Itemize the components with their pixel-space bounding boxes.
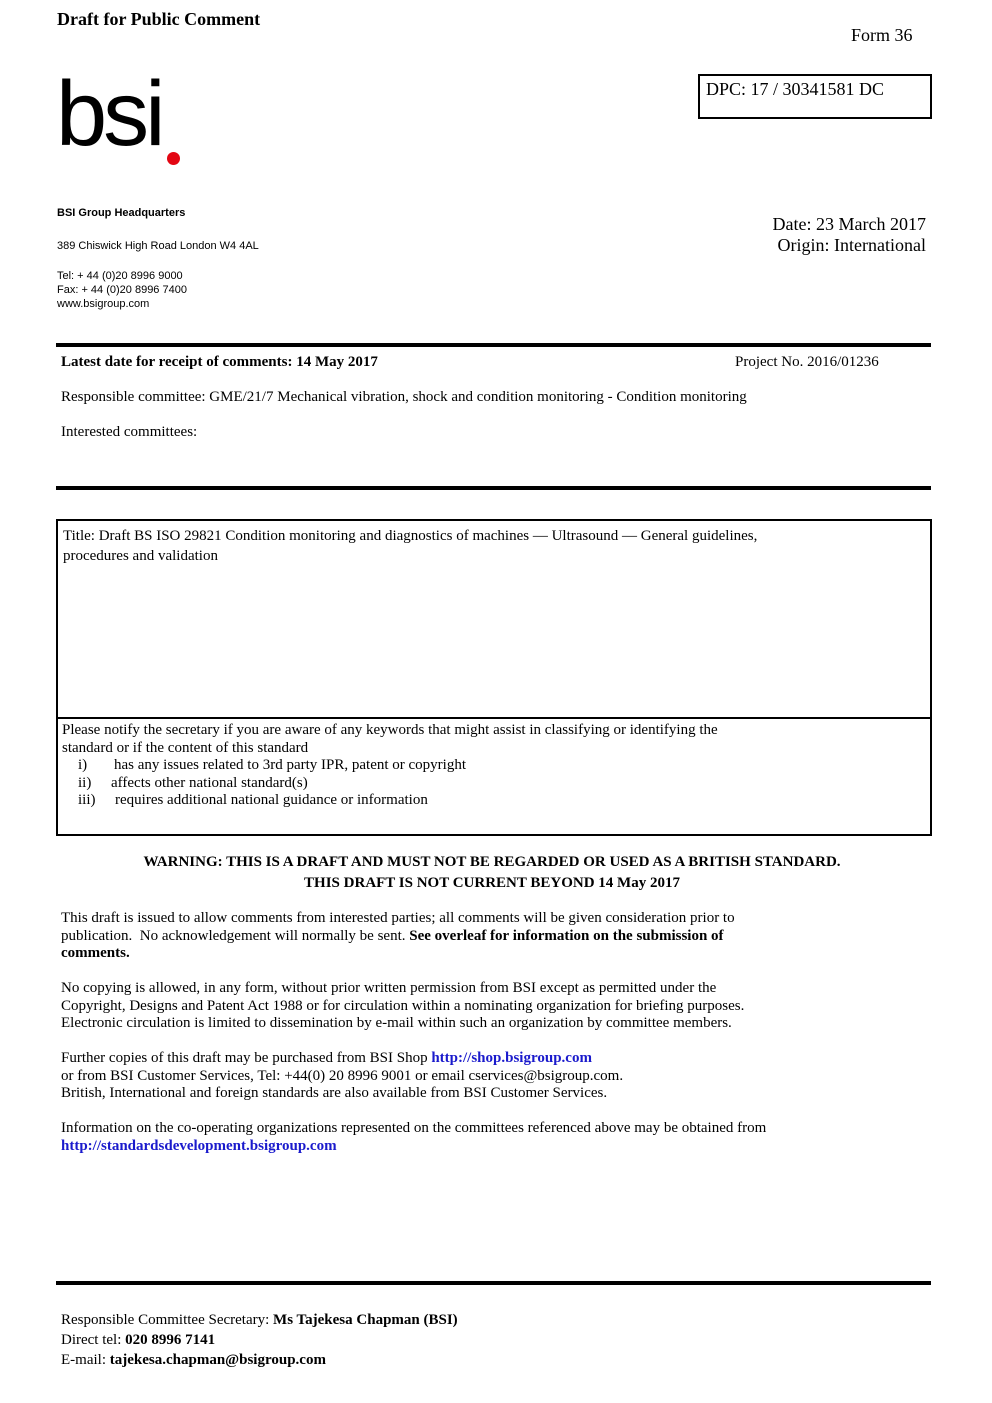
hq-contact: [57, 269, 187, 311]
dpc-reference: DPC: 17 / 30341581 DC: [706, 79, 885, 99]
hq-name: BSI Group Headquarters: [57, 207, 186, 219]
para-comments: This draft is issued to allow comments from interested parties; all comments will be given consideration prior to publication. No acknowledgement will normally be sent. See overleaf for information on the submission of comments.: [61, 910, 735, 961]
doc-meta: [773, 214, 926, 256]
hq-web: www.bsigroup.com: [57, 298, 150, 310]
secretary-tel: 020 8996 7141: [125, 1332, 216, 1348]
form-number: Form 36: [851, 25, 913, 45]
title-line-2: procedures and validation: [63, 548, 218, 564]
secretary-email[interactable]: tajekesa.chapman@bsigroup.com: [109, 1352, 326, 1368]
divider-bottom: [56, 1281, 931, 1285]
divider-top: [56, 343, 931, 347]
secretary-contact: Responsible Committee Secretary: Ms Tajekesa Chapman (BSI) Direct tel: 020 8996 7141 E-mail: tajekesa.chapman@bsigroup.com: [61, 1312, 458, 1368]
bsi-logo-text: bsi: [56, 63, 162, 165]
para-copyright: No copying is allowed, in any form, without prior written permission from BSI except as permitted under the Copyright, Designs and Patent Act 1988 or for circulation within a nominating organization for briefing purposes. Electronic circulation is limited to dissemination by e-mail within such an organization by committee members.: [61, 980, 745, 1031]
keywords-line-1: Please notify the secretary if you are aware of any keywords that might assist in classifying or identifying the: [62, 722, 718, 738]
keywords-item: iii) requires additional national guidance or information: [78, 792, 428, 808]
doc-date: Date: 23 March 2017: [772, 214, 926, 234]
draft-warning: [56, 852, 928, 894]
hq-fax: Fax: + 44 (0)20 8996 7400: [57, 284, 187, 296]
standards-development-link[interactable]: http://standardsdevelopment.bsigroup.com: [61, 1137, 337, 1154]
title-keywords-box: [56, 519, 932, 836]
draft-label: Draft for Public Comment: [57, 9, 261, 29]
divider-middle: [56, 486, 931, 490]
doc-origin: Origin: International: [777, 235, 926, 255]
project-number: Project No. 2016/01236: [735, 354, 879, 370]
title-line-1: Title: Draft BS ISO 29821 Condition monitoring and diagnostics of machines — Ultrasound — General guidelines,: [63, 528, 758, 544]
keywords-item: ii) affects other national standard(s): [78, 774, 308, 791]
box-divider: [58, 717, 930, 719]
latest-comment-date: Latest date for receipt of comments: 14 May 2017: [61, 354, 378, 370]
hq-tel: Tel: + 44 (0)20 8996 9000: [57, 270, 183, 282]
para-organizations: Information on the co-operating organizations represented on the committees referenced above may be obtained from http://standardsdevelopment.bsigroup.com: [61, 1120, 767, 1154]
hq-address: 389 Chiswick High Road London W4 4AL: [57, 240, 259, 252]
warning-line-2: THIS DRAFT IS NOT CURRENT BEYOND 14 May 2017: [304, 875, 680, 891]
para-purchase: Further copies of this draft may be purchased from BSI Shop http://shop.bsigroup.com or from BSI Customer Services, Tel: +44(0) 20 8996 9001 or email cservices@bsigroup.com. British, International and foreign standards are also available from BSI Customer Services.: [61, 1050, 624, 1101]
secretary-name: Ms Tajekesa Chapman (BSI): [273, 1312, 458, 1328]
warning-line-1: WARNING: THIS IS A DRAFT AND MUST NOT BE REGARDED OR USED AS A BRITISH STANDARD.: [143, 854, 841, 870]
title-section: [63, 526, 757, 566]
shop-link[interactable]: http://shop.bsigroup.com: [431, 1050, 592, 1066]
keywords-item: i) has any issues related to 3rd party IPR, patent or copyright: [78, 757, 467, 773]
dpc-box: [698, 74, 932, 119]
keywords-line-2: standard or if the content of this standard: [62, 739, 309, 756]
bsi-logo: [56, 63, 162, 165]
interested-committees: Interested committees:: [61, 424, 198, 440]
bsi-logo-dot-icon: [167, 152, 180, 165]
responsible-committee: Responsible committee: GME/21/7 Mechanical vibration, shock and condition monitoring - Condition monitoring: [61, 389, 747, 405]
keywords-section: [62, 722, 718, 810]
